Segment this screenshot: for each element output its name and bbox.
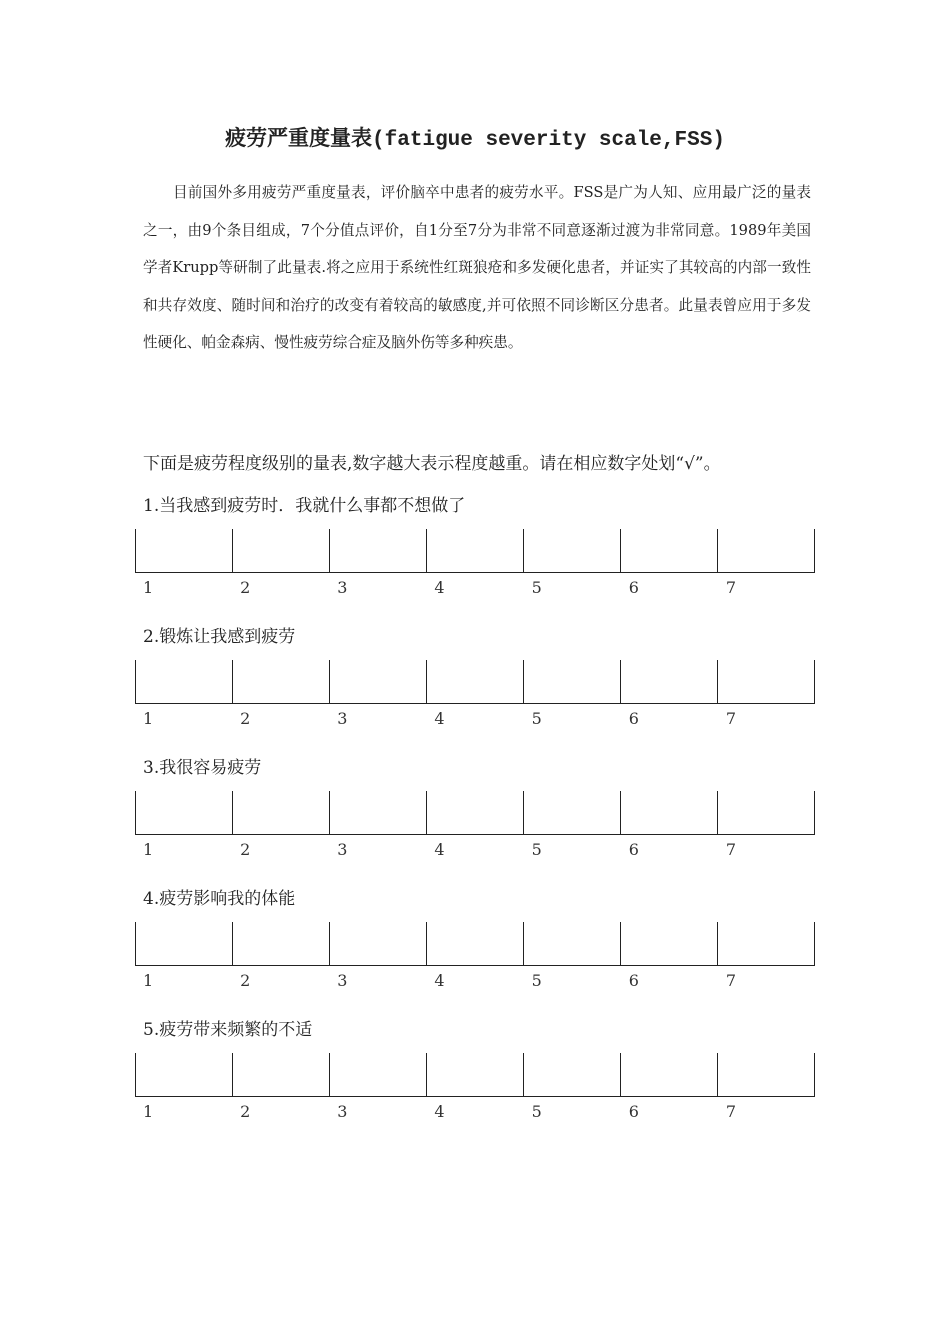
rating-cell-3[interactable] (329, 922, 426, 965)
scale-number: 3 (337, 578, 348, 597)
scale-number: 7 (725, 709, 737, 728)
scale-number: 2 (240, 971, 251, 990)
rating-cell-5[interactable] (523, 1053, 620, 1096)
intro-paragraph: 目前国外多用疲劳严重度量表，评价脑卒中患者的疲劳水平。FSS是广为人知、应用最广泛的量表之一，由9个条目组成，7个分值点评价，自1分至7分为非常不同意逐渐过渡为非常同意。1989年美国学者Krupp等研制了此量表.将之应用于系统性红斑狼疮和多发硬化患者，并证实了其较高的内部一致性和共存效度、随时间和治疗的改变有着较高的敏感度,并可依照不同诊断区分患者。此量表曾应用于多发性硬化、帕金森病、慢性疲劳综合症及脑外伤等多种疾患。 (143, 184, 811, 352)
scale-number: 3 (337, 1102, 348, 1121)
scale-number: 5 (531, 709, 542, 728)
rating-cell-4[interactable] (426, 922, 523, 965)
scale-number: 7 (725, 1102, 737, 1121)
question-text: 3.我很容易疲劳 (143, 758, 262, 778)
rating-scale (135, 922, 815, 966)
rating-cell-5[interactable] (523, 660, 620, 703)
scale-number: 3 (337, 971, 348, 990)
scale-number: 1 (143, 1102, 154, 1121)
scale-number: 2 (240, 578, 251, 597)
rating-cell-3[interactable] (329, 660, 426, 703)
rating-cell-6[interactable] (620, 660, 717, 703)
scale-number: 5 (531, 1102, 542, 1121)
rating-cell-7[interactable] (717, 1053, 815, 1096)
rating-cell-3[interactable] (329, 1053, 426, 1096)
scale-number: 4 (434, 840, 445, 859)
rating-cell-5[interactable] (523, 791, 620, 834)
rating-cell-7[interactable] (717, 660, 815, 703)
scale-number: 4 (434, 709, 445, 728)
scale-number: 7 (725, 840, 737, 859)
rating-cell-2[interactable] (232, 660, 329, 703)
scale-number: 1 (143, 709, 154, 728)
question-text: 4.疲劳影响我的体能 (143, 889, 296, 909)
scale-number: 6 (628, 971, 639, 990)
scale-number: 4 (434, 971, 445, 990)
rating-scale (135, 1053, 815, 1097)
scale-number: 3 (337, 709, 348, 728)
scale-number: 5 (531, 840, 542, 859)
scale-number: 7 (725, 971, 737, 990)
scale-labels (135, 708, 815, 730)
rating-cell-7[interactable] (717, 791, 815, 834)
page-title: 疲劳严重度量表(fatigue severity scale,FSS) (225, 129, 725, 152)
rating-cell-4[interactable] (426, 791, 523, 834)
scale-number: 4 (434, 1102, 445, 1121)
rating-cell-3[interactable] (329, 791, 426, 834)
scale-number: 2 (240, 709, 251, 728)
scale-number: 6 (628, 1102, 639, 1121)
rating-cell-6[interactable] (620, 529, 717, 572)
instructions-text: 下面是疲劳程度级别的量表,数字越大表示程度越重。请在相应数字处划“√”。 (143, 454, 721, 474)
scale-number: 5 (531, 971, 542, 990)
rating-cell-1[interactable] (135, 922, 232, 965)
scale-labels (135, 1101, 815, 1123)
scale-number: 4 (434, 578, 445, 597)
scale-number: 1 (143, 578, 154, 597)
scale-number: 6 (628, 578, 639, 597)
rating-scale (135, 660, 815, 704)
question-text: 5.疲劳带来频繁的不适 (143, 1020, 313, 1040)
scale-number: 2 (240, 1102, 251, 1121)
rating-cell-1[interactable] (135, 791, 232, 834)
rating-cell-1[interactable] (135, 529, 232, 572)
rating-cell-4[interactable] (426, 660, 523, 703)
scale-labels (135, 970, 815, 992)
rating-cell-1[interactable] (135, 660, 232, 703)
scale-number: 1 (143, 971, 154, 990)
rating-cell-4[interactable] (426, 1053, 523, 1096)
rating-cell-6[interactable] (620, 922, 717, 965)
scale-number: 5 (531, 578, 542, 597)
scale-number: 7 (725, 578, 737, 597)
rating-cell-2[interactable] (232, 1053, 329, 1096)
scale-labels (135, 839, 815, 861)
rating-cell-2[interactable] (232, 922, 329, 965)
rating-cell-7[interactable] (717, 922, 815, 965)
rating-cell-2[interactable] (232, 529, 329, 572)
question-text: 1.当我感到疲劳时．我就什么事都不想做了 (143, 496, 466, 516)
rating-cell-1[interactable] (135, 1053, 232, 1096)
scale-number: 1 (143, 840, 154, 859)
rating-cell-7[interactable] (717, 529, 815, 572)
rating-cell-5[interactable] (523, 529, 620, 572)
scale-number: 3 (337, 840, 348, 859)
rating-scale (135, 791, 815, 835)
rating-scale (135, 529, 815, 573)
rating-cell-2[interactable] (232, 791, 329, 834)
rating-cell-3[interactable] (329, 529, 426, 572)
rating-cell-5[interactable] (523, 922, 620, 965)
rating-cell-6[interactable] (620, 1053, 717, 1096)
scale-number: 6 (628, 709, 639, 728)
question-text: 2.锻炼让我感到疲劳 (143, 627, 296, 647)
scale-number: 2 (240, 840, 251, 859)
scale-number: 6 (628, 840, 639, 859)
scale-labels (135, 577, 815, 599)
rating-cell-4[interactable] (426, 529, 523, 572)
rating-cell-6[interactable] (620, 791, 717, 834)
